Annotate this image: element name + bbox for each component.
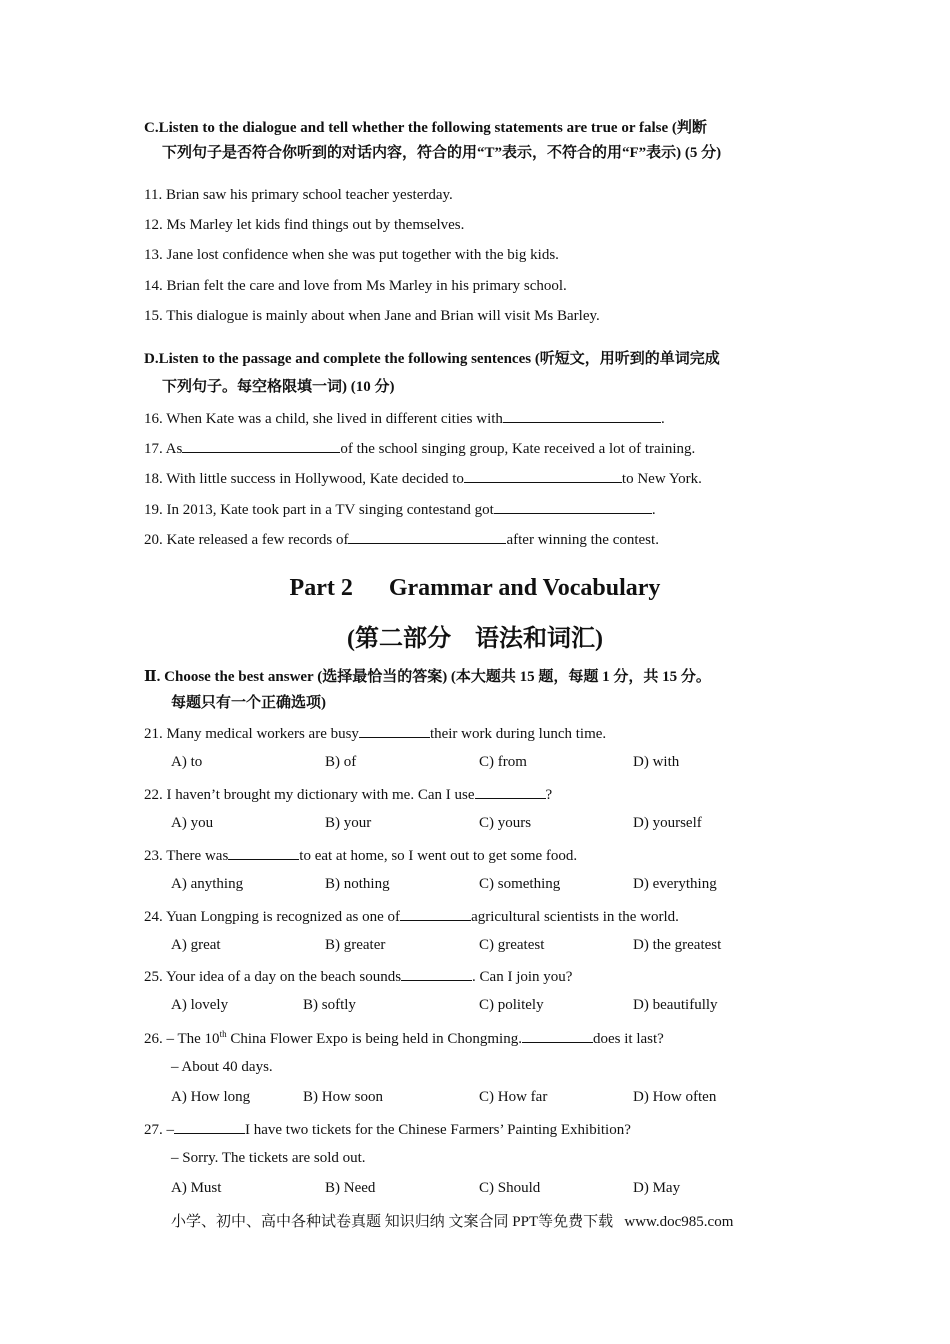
answer-blank[interactable] xyxy=(475,783,546,799)
sentence-text: 16. When Kate was a child, she lived in different cities with xyxy=(144,411,503,427)
option-d[interactable]: D) with xyxy=(633,754,680,770)
part2-title: Part 2 Grammar and Vocabulary xyxy=(289,575,661,601)
section-d-header: D.Listen to the passage and complete the following sentences (听短文，用听到的单词完成 xyxy=(144,351,720,367)
sentence-text: 18. With little success in Hollywood, Kate decided to xyxy=(144,471,464,487)
sentence-text: of the school singing group, Kate received a lot of training. xyxy=(340,441,696,457)
option-a[interactable]: A) to xyxy=(171,754,203,770)
question-27 xyxy=(144,1118,631,1140)
question-text: I have two tickets for the Chinese Farmers’ Painting Exhibition? xyxy=(245,1122,631,1138)
question-text: 27. – xyxy=(144,1122,174,1138)
option-b[interactable]: B) softly xyxy=(303,997,356,1013)
part2-subtitle: (第二部分 语法和词汇) xyxy=(347,626,603,652)
option-d[interactable]: D) the greatest xyxy=(633,937,722,953)
answer-blank[interactable] xyxy=(464,467,622,483)
option-c[interactable]: C) yours xyxy=(479,815,532,831)
sentence-19 xyxy=(144,498,656,520)
section-c-header-cont: 下列句子是否符合你听到的对话内容，符合的用“T”表示，不符合的用“F”表示) (5 分) xyxy=(162,145,722,161)
sentence-text: to New York. xyxy=(621,471,702,487)
question-text: 21. Many medical workers are busy xyxy=(144,726,359,742)
option-d[interactable]: D) beautifully xyxy=(633,997,718,1013)
sentence-16 xyxy=(144,407,665,429)
option-c[interactable]: C) greatest xyxy=(479,937,545,953)
statement-15: 15. This dialogue is mainly about when Jane and Brian will visit Ms Barley. xyxy=(144,308,600,324)
question-text: does it last? xyxy=(592,1031,664,1047)
sentence-17 xyxy=(144,437,695,459)
question-23 xyxy=(144,844,577,866)
option-c[interactable]: C) How far xyxy=(479,1089,548,1105)
question-text: 22. I haven’t brought my dictionary with me. Can I use xyxy=(144,787,475,803)
answer-blank[interactable] xyxy=(522,1027,593,1043)
answer-blank[interactable] xyxy=(182,437,340,453)
option-a[interactable]: A) you xyxy=(171,815,214,831)
answer-blank[interactable] xyxy=(400,905,471,921)
sentence-20 xyxy=(144,528,659,550)
question-21 xyxy=(144,722,606,744)
option-b[interactable]: B) How soon xyxy=(303,1089,384,1105)
option-c[interactable]: C) something xyxy=(479,876,561,892)
answer-blank[interactable] xyxy=(401,965,472,981)
option-c[interactable]: C) Should xyxy=(479,1180,541,1196)
option-d[interactable]: D) everything xyxy=(633,876,717,892)
statement-14: 14. Brian felt the care and love from Ms Marley in his primary school. xyxy=(144,278,567,294)
sentence-text: 19. In 2013, Kate took part in a TV singing contestand got xyxy=(144,502,494,518)
section-ii-header-cont: 每题只有一个正确选项) xyxy=(171,695,326,711)
option-a[interactable]: A) Must xyxy=(171,1180,222,1196)
answer-blank[interactable] xyxy=(228,844,299,860)
question-22 xyxy=(144,783,552,805)
option-b[interactable]: B) Need xyxy=(325,1180,376,1196)
option-a[interactable]: A) How long xyxy=(171,1089,251,1105)
section-c-header: C.Listen to the dialogue and tell whether the following statements are true or false (判断 xyxy=(144,120,707,136)
footer-text: 小学、初中、高中各种试卷真题 知识归纳 文案合同 PPT等免费下载 xyxy=(171,1214,614,1230)
answer-blank[interactable] xyxy=(348,528,506,544)
footer-link[interactable]: www.doc985.com xyxy=(624,1214,734,1230)
statement-13: 13. Jane lost confidence when she was put together with the big kids. xyxy=(144,247,559,263)
section-ii-header: Ⅱ. Choose the best answer (选择最恰当的答案) (本大题共 15 题，每题 1 分，共 15 分。 xyxy=(144,669,711,685)
option-b[interactable]: B) greater xyxy=(325,937,386,953)
option-b[interactable]: B) nothing xyxy=(325,876,390,892)
statement-12: 12. Ms Marley let kids find things out by themselves. xyxy=(144,217,465,233)
option-b[interactable]: B) of xyxy=(325,754,357,770)
sentence-text: 17. As xyxy=(144,441,183,457)
section-d-header-cont: 下列句子。每空格限填一词) (10 分) xyxy=(162,379,395,395)
question-text: 24. Yuan Longping is recognized as one of xyxy=(144,909,401,925)
option-b[interactable]: B) your xyxy=(325,815,372,831)
answer-blank[interactable] xyxy=(494,498,652,514)
question-text: China Flower Expo is being held in Chongming. xyxy=(226,1031,522,1047)
question-25 xyxy=(144,965,572,987)
option-d[interactable]: D) yourself xyxy=(633,815,702,831)
dialogue-reply: – About 40 days. xyxy=(171,1059,273,1075)
superscript: th xyxy=(219,1029,227,1039)
option-a[interactable]: A) great xyxy=(171,937,221,953)
option-d[interactable]: D) May xyxy=(633,1180,681,1196)
answer-blank[interactable] xyxy=(503,407,661,423)
question-text: ? xyxy=(545,787,553,803)
dialogue-reply: – Sorry. The tickets are sold out. xyxy=(171,1150,366,1166)
question-text: to eat at home, so I went out to get some food. xyxy=(299,848,578,864)
question-26 xyxy=(144,1027,664,1049)
question-text: 26. – The 10 xyxy=(144,1031,220,1047)
sentence-18 xyxy=(144,467,702,489)
option-a[interactable]: A) lovely xyxy=(171,997,229,1013)
sentence-text: after winning the contest. xyxy=(506,532,659,548)
question-24 xyxy=(144,905,679,927)
question-text: agricultural scientists in the world. xyxy=(471,909,679,925)
option-c[interactable]: C) from xyxy=(479,754,527,770)
answer-blank[interactable] xyxy=(359,722,430,738)
question-text: their work during lunch time. xyxy=(429,726,607,742)
sentence-text: 20. Kate released a few records of xyxy=(144,532,349,548)
statement-11: 11. Brian saw his primary school teacher yesterday. xyxy=(144,187,453,203)
option-d[interactable]: D) How often xyxy=(633,1089,717,1105)
question-text: 25. Your idea of a day on the beach sounds xyxy=(144,969,402,985)
sentence-text: . xyxy=(660,411,665,427)
option-a[interactable]: A) anything xyxy=(171,876,244,892)
footer xyxy=(171,1212,733,1232)
question-text: . Can I join you? xyxy=(472,969,573,985)
option-c[interactable]: C) politely xyxy=(479,997,544,1013)
question-text: 23. There was xyxy=(144,848,229,864)
answer-blank[interactable] xyxy=(174,1118,245,1134)
sentence-text: . xyxy=(651,502,656,518)
